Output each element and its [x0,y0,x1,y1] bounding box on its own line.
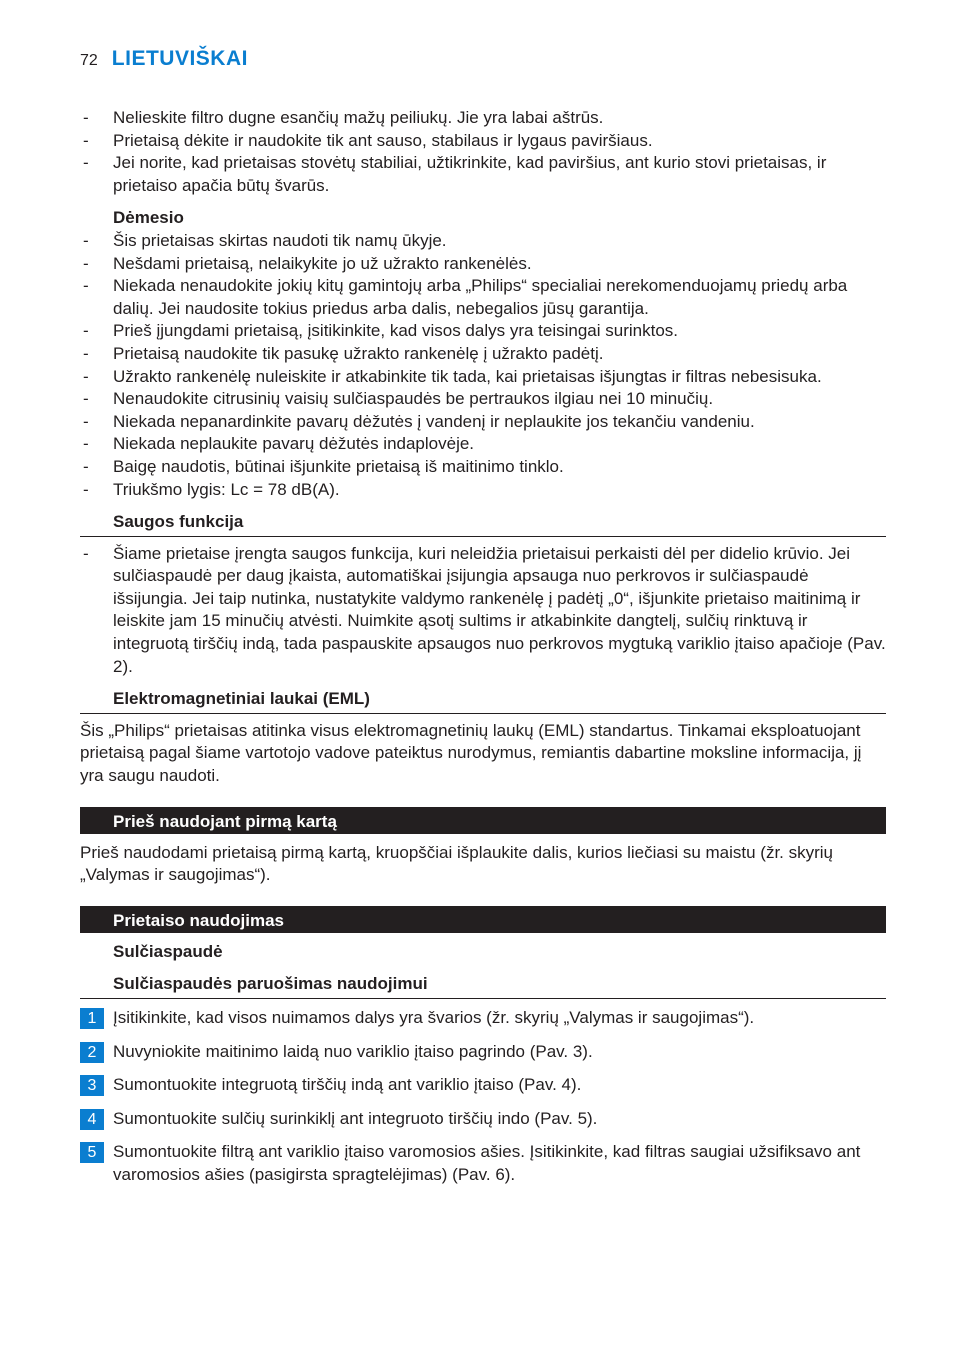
list-item: - Užrakto rankenėlę nuleiskite ir atkabinkite tik tada, kai prietaisas išjungtas ir filtras nebesisuka. [80,366,886,389]
list-item: - Prietaisą naudokite tik pasukę užrakto rankenėlę į užrakto padėtį. [80,343,886,366]
safety-list [80,543,886,679]
step-text: Sumontuokite filtrą ant variklio įtaiso varomosios ašies. Įsitikinkite, kad filtras saugiai užsifiksavo ant varomosios ašies (pasigirsta spragtelėjimas) (Pav. 6). [113,1142,861,1184]
step-number-badge: 5 [80,1142,104,1163]
before-first-use-heading: Prieš naudojant pirmą kartą [80,807,886,834]
emf-heading: Elektromagnetiniai laukai (EML) [80,688,886,714]
step-number-badge: 3 [80,1075,104,1096]
step-item [80,1041,886,1064]
prep-heading: Sulčiaspaudės paruošimas naudojimui [80,973,886,999]
step-item [80,1141,886,1186]
step-number-badge: 4 [80,1109,104,1130]
list-item: - Prietaisą dėkite ir naudokite tik ant sauso, stabilaus ir lygaus paviršiaus. [80,130,886,153]
list-item: - Niekada nenaudokite jokių kitų gamintojų arba „Philips“ specialiai nerekomenduojamų priedų arba dalių. Jei naudosite tokius priedus arba dalis, nebegalios jūsų garantija. [80,275,886,320]
list-item: - Nelieskite filtro dugne esančių mažų peiliukų. Jie yra labai aštrūs. [80,107,886,130]
page-header [80,48,248,73]
intro-list [80,107,886,197]
step-text: Įsitikinkite, kad visos nuimamos dalys yra švarios (žr. skyrių „Valymas ir saugojimas“). [113,1008,755,1027]
step-text: Nuvyniokite maitinimo laidą nuo variklio įtaiso pagrindo (Pav. 3). [113,1041,593,1061]
emf-text: Šis „Philips“ prietaisas atitinka visus elektromagnetinių laukų (EML) standartus. Tinkamai eksploatuojant prietaisą pagal šiame vartotojo vadove pateiktus nurodymus, remiantis dabartine moksline informacija, jį yra saugu naudoti. [80,720,862,786]
list-item: - Šiame prietaise įrengta saugos funkcija, kuri neleidžia prietaisui perkaisti dėl per didelio krūvio. Jei sulčiaspaudė per daug įkaista, automatiškai įsijungia apsauga nuo perkrovos ir sulčiaspaudė išsijungia. Jei taip nutinka, nustatykite valdymo rankenėlę į padėtį „0“, išjunkite prietaiso maitinimą ir leiskite jam 15 minučių atvėsti. Nuimkite ąsotį sultims ir atkabinkite dangtelį, sulčių rinktuvą ir integruotą tirščių indą, tada paspauskite apsaugos nuo perkrovos mygtuką variklio įtaiso apačioje (Pav. 2). [80,543,886,679]
juicer-heading: Sulčiaspaudė [113,941,223,961]
step-item [80,1007,886,1030]
step-item [80,1074,886,1097]
step-number-badge: 2 [80,1042,104,1063]
using-heading: Prietaiso naudojimas [80,906,886,933]
list-item: - Nešdami prietaisą, nelaikykite jo už užrakto rankenėlės. [80,253,886,276]
list-item: - Šis prietaisas skirtas naudoti tik namų ūkyje. [80,230,886,253]
safety-heading: Saugos funkcija [80,511,886,537]
list-item: - Triukšmo lygis: Lc = 78 dB(A). [80,479,886,502]
before-first-use-text: Prieš naudodami prietaisą pirmą kartą, kruopščiai išplaukite dalis, kurios liečiasi su maistu (žr. skyrių „Valymas ir saugojimas“). [80,842,834,885]
steps-list [80,1007,886,1187]
step-text: Sumontuokite integruotą tirščių indą ant variklio įtaiso (Pav. 4). [113,1075,582,1095]
step-item [80,1108,886,1131]
step-number-badge: 1 [80,1008,104,1029]
list-item: - Niekada nepanardinkite pavarų dėžutės į vandenį ir neplaukite jos tekančiu vandeniu. [80,411,886,434]
language-title: LIETUVIŠKAI [111,47,248,70]
list-item: - Baigę naudotis, būtinai išjunkite prietaisą iš maitinimo tinklo. [80,456,886,479]
caution-heading: Dėmesio [113,208,184,228]
page-number: 72 [80,52,98,69]
list-item: - Prieš įjungdami prietaisą, įsitikinkite, kad visos dalys yra teisingai surinktos. [80,320,886,343]
caution-list [80,230,886,501]
step-text: Sumontuokite sulčių surinkiklį ant integruoto tirščių indo (Pav. 5). [113,1108,598,1128]
list-item: - Nenaudokite citrusinių vaisių sulčiaspaudės be pertraukos ilgiau nei 10 minučių. [80,388,886,411]
list-item: - Niekada neplaukite pavarų dėžutės indaplovėje. [80,433,886,456]
list-item: - Jei norite, kad prietaisas stovėtų stabiliai, užtikrinkite, kad paviršius, ant kurio stovi prietaisas, ir prietaiso apačia būtų švarūs. [80,152,886,197]
page-content [80,107,886,1198]
